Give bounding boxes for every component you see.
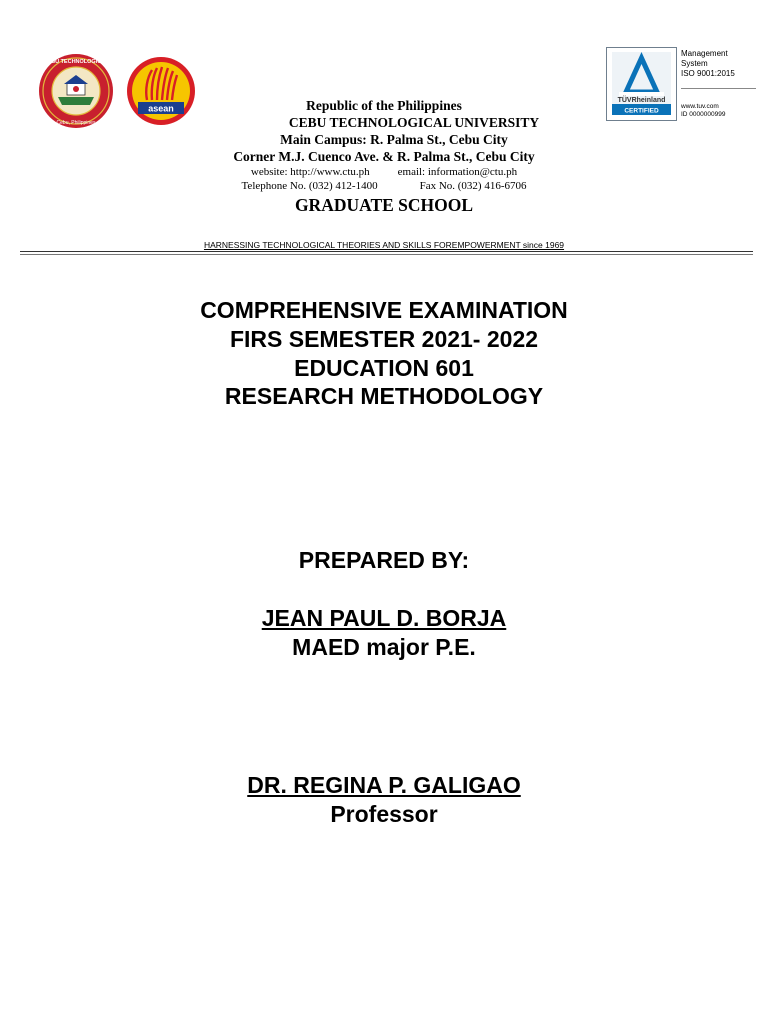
campus-line: Main Campus: R. Palma St., Cebu City <box>280 132 508 147</box>
tuv-system-label: System <box>681 59 708 68</box>
contact-web-email <box>0 166 768 178</box>
tuv-management-label: Management <box>681 49 728 58</box>
website-text: website: http://www.ctu.ph <box>250 166 370 178</box>
exam-title: COMPREHENSIVE EXAMINATION <box>200 297 568 323</box>
professor-role: Professor <box>330 801 438 827</box>
svg-text:CEBU TECHNOLOGICAL: CEBU TECHNOLOGICAL <box>43 59 109 65</box>
contact-phone-fax <box>0 180 768 192</box>
university-name: CEBU TECHNOLOGICAL UNIVERSITY <box>288 115 540 130</box>
tuv-website: www.tuv.com <box>681 103 719 110</box>
course-code: EDUCATION 601 <box>294 355 474 381</box>
semester-line: FIRS SEMESTER 2021- 2022 <box>229 326 539 352</box>
student-name: JEAN PAUL D. BORJA <box>261 605 507 631</box>
address-line: Corner M.J. Cuenco Ave. & R. Palma St., Cebu City <box>233 149 535 164</box>
prepared-by-label: PREPARED BY: <box>298 547 470 573</box>
header-rule <box>20 251 753 252</box>
university-motto: HARNESSING TECHNOLOGICAL THEORIES AND SKILLS FOREMPOWERMENT since 1969 <box>203 240 565 250</box>
svg-text:Cebu, Philippines: Cebu, Philippines <box>56 120 96 126</box>
graduate-school-heading: GRADUATE SCHOOL <box>294 195 474 215</box>
fax-text: Fax No. (032) 416-6706 <box>419 180 527 192</box>
telephone-text: Telephone No. (032) 412-1400 <box>241 180 378 192</box>
republic-line: Republic of the Philippines <box>306 98 462 113</box>
tuv-iso-label: ISO 9001:2015 <box>681 69 735 78</box>
header-rule-thin <box>20 254 753 255</box>
tuv-certified-label: CERTIFIED <box>624 107 659 115</box>
course-title: RESEARCH METHODOLOGY <box>224 383 544 409</box>
professor-name: DR. REGINA P. GALIGAO <box>247 772 521 798</box>
tuv-brand: TÜVRheinland <box>617 97 666 104</box>
tuv-divider <box>681 88 756 89</box>
asean-logo-text: asean <box>148 103 174 114</box>
student-degree: MAED major P.E. <box>292 634 476 660</box>
email-text: email: information@ctu.ph <box>397 166 518 178</box>
tuv-id: ID 0000000999 <box>681 111 726 118</box>
